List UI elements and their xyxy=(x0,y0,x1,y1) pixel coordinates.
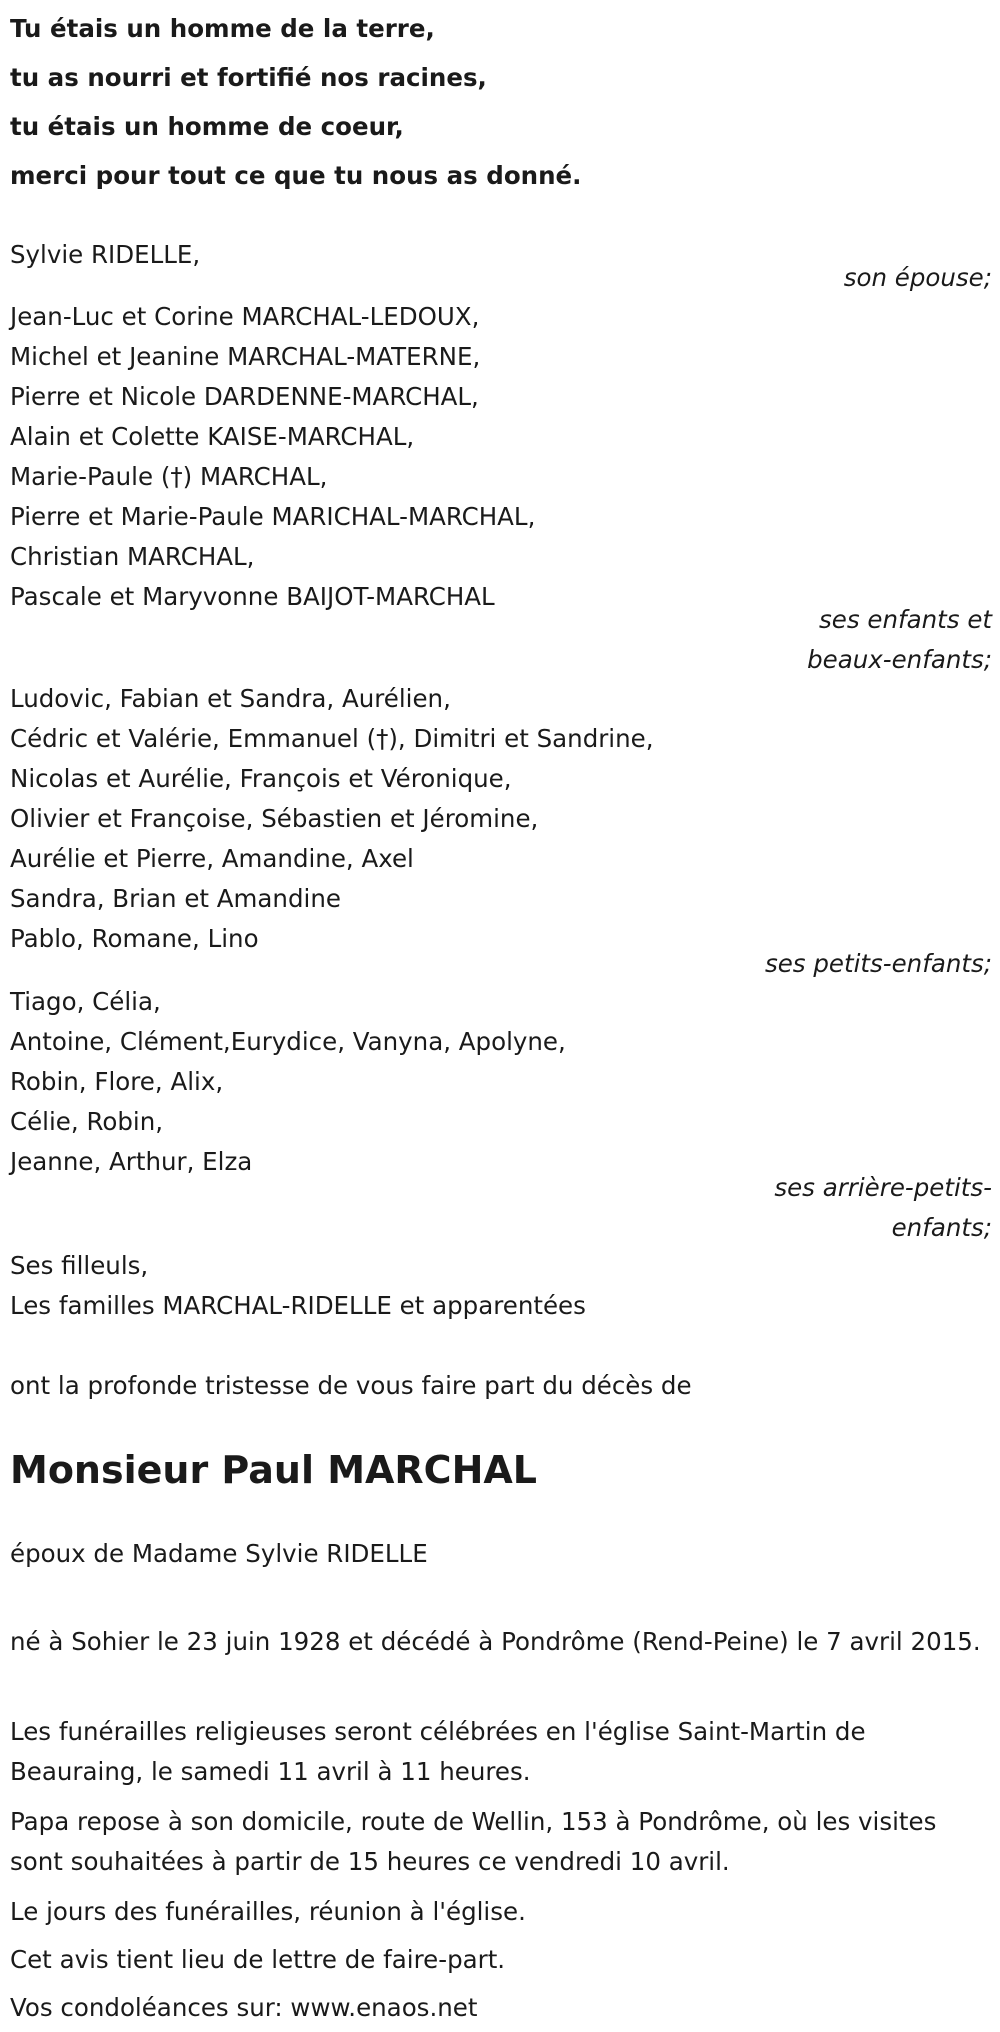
child-name: Pascale et Maryvonne BAIJOT-MARCHAL xyxy=(10,582,495,611)
grandchild-name: Aurélie et Pierre, Amandine, Axel xyxy=(10,844,414,873)
notice-line: Cet avis tient lieu de lettre de faire-part. xyxy=(10,1945,506,1974)
child-name: Michel et Jeanine MARCHAL-MATERNE, xyxy=(10,342,481,371)
great-grandchildren-relation: enfants; xyxy=(891,1213,992,1242)
child-name: Pierre et Marie-Paule MARICHAL-MARCHAL, xyxy=(10,502,536,531)
great-grandchild-name: Célie, Robin, xyxy=(10,1107,164,1136)
child-name: Jean-Luc et Corine MARCHAL-LEDOUX, xyxy=(10,302,480,331)
grandchild-name: Olivier et Françoise, Sébastien et Jéromine, xyxy=(10,804,539,833)
child-name: Alain et Colette KAISE-MARCHAL, xyxy=(10,422,415,451)
spouse-of-line: époux de Madame Sylvie RIDELLE xyxy=(10,1539,428,1568)
children-relation: ses enfants et xyxy=(819,605,992,634)
great-grandchild-name: Jeanne, Arthur, Elza xyxy=(10,1147,253,1176)
great-grandchild-name: Antoine, Clément,Eurydice, Vanyna, Apolyne, xyxy=(10,1027,566,1056)
spouse-relation: son épouse; xyxy=(843,263,992,292)
condolences-line: Vos condoléances sur: www.enaos.net xyxy=(10,1993,478,2022)
poem-line: merci pour tout ce que tu nous as donné. xyxy=(10,161,582,190)
poem-line: tu as nourri et fortifié nos racines, xyxy=(10,63,487,92)
deceased-name: Monsieur Paul MARCHAL xyxy=(10,1448,537,1492)
poem-line: Tu étais un homme de la terre, xyxy=(10,14,435,43)
funeral-paragraph: Les funérailles religieuses seront célébrées en l'église Saint-Martin de Beauraing, le samedi 11 avril à 11 heures. xyxy=(10,1717,866,1786)
grandchild-name: Ludovic, Fabian et Sandra, Aurélien, xyxy=(10,684,451,713)
spouse-name: Sylvie RIDELLE, xyxy=(10,240,201,269)
child-name: Christian MARCHAL, xyxy=(10,542,255,571)
child-name: Pierre et Nicole DARDENNE-MARCHAL, xyxy=(10,382,479,411)
great-grandchild-name: Robin, Flore, Alix, xyxy=(10,1067,224,1096)
birth-death-paragraph: né à Sohier le 23 juin 1928 et décédé à Pondrôme (Rend-Peine) le 7 avril 2015. xyxy=(10,1627,981,1656)
grandchildren-relation: ses petits-enfants; xyxy=(764,949,992,978)
visitation-paragraph: Papa repose à son domicile, route de Wellin, 153 à Pondrôme, où les visites sont souhaitées à partir de 15 heures ce vendredi 10 avril. xyxy=(10,1807,937,1876)
godchildren-line: Ses filleuls, xyxy=(10,1251,149,1280)
children-relation: beaux-enfants; xyxy=(807,645,992,674)
grandchild-name: Cédric et Valérie, Emmanuel (†), Dimitri et Sandrine, xyxy=(10,724,654,753)
great-grandchildren-relation: ses arrière-petits- xyxy=(774,1173,992,1202)
grandchild-name: Sandra, Brian et Amandine xyxy=(10,884,341,913)
poem xyxy=(10,4,990,200)
great-grandchild-name: Tiago, Célia, xyxy=(10,987,161,1016)
grandchild-name: Pablo, Romane, Lino xyxy=(10,924,259,953)
families-line: Les familles MARCHAL-RIDELLE et apparentées xyxy=(10,1291,586,1320)
grandchild-name: Nicolas et Aurélie, François et Véronique, xyxy=(10,764,512,793)
poem-line: tu étais un homme de coeur, xyxy=(10,112,404,141)
announcement-text: ont la profonde tristesse de vous faire part du décès de xyxy=(10,1371,692,1400)
church-meeting-line: Le jours des funérailles, réunion à l'église. xyxy=(10,1897,526,1926)
child-name: Marie-Paule (†) MARCHAL, xyxy=(10,462,328,491)
